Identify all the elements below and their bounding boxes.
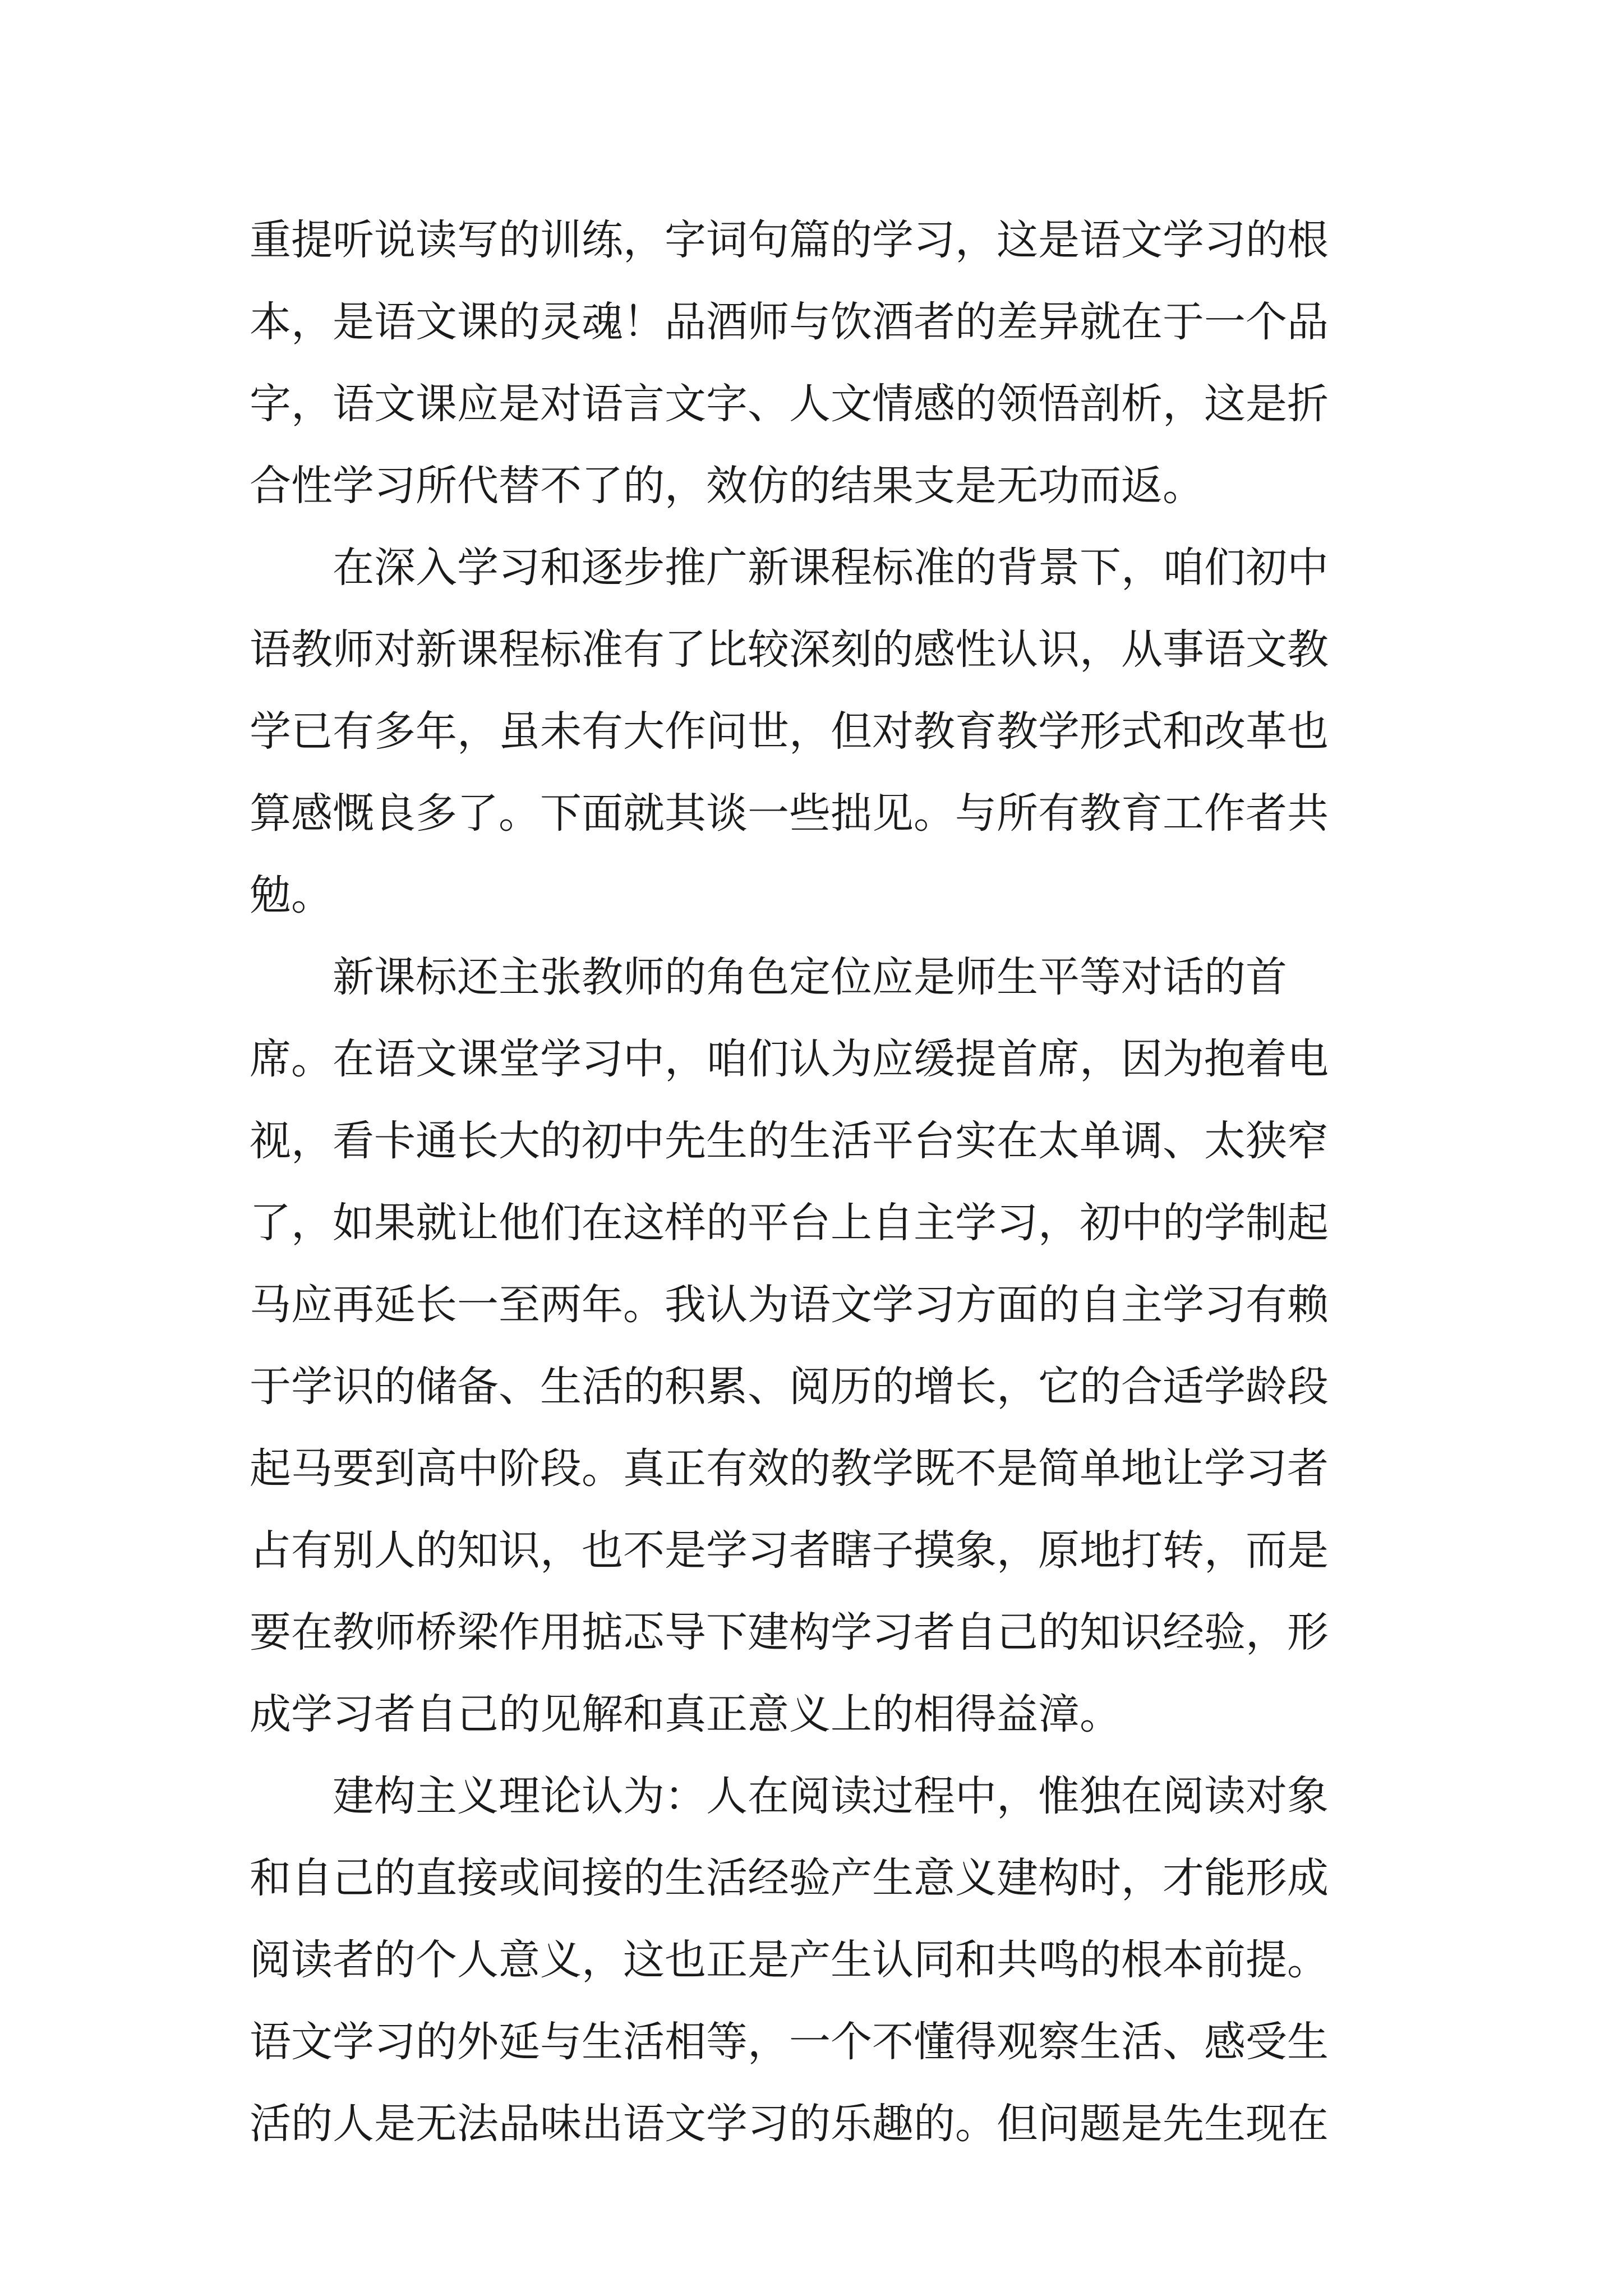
text-line: 字，语文课应是对语言文字、人文情感的领悟剖析，这是折	[250, 380, 1329, 428]
text-line: 算感慨良多了。下面就其谈一些拙见。与所有教育工作者共	[250, 789, 1329, 838]
text-line: 学已有多年，虽未有大作问世，但对教育教学形式和改革也	[250, 707, 1329, 756]
text-line: 马应再延长一至两年。我认为语文学习方面的自主学习有赖	[250, 1281, 1329, 1329]
text-line: 了，如果就让他们在这样的平台上自主学习，初中的学制起	[250, 1199, 1329, 1247]
text-line: 勉。	[250, 871, 333, 919]
text-line: 视，看卡通长大的初中先生的生活平台实在太单调、太狭窄	[250, 1117, 1329, 1165]
text-line: 语教师对新课程标准有了比较深刻的感性认识，从事语文教	[250, 625, 1329, 674]
text-line: 起马要到高中阶段。真正有效的教学既不是简单地让学习者	[250, 1444, 1329, 1493]
text-line: 要在教师桥梁作用掂忑导下建构学习者自己的知识经验，形	[250, 1608, 1329, 1657]
text-line: 重提听说读写的训练，字词句篇的学习，这是语文学习的根	[250, 216, 1329, 264]
paragraph-start-line: 建构主义理论认为：人在阅读过程中，惟独在阅读对象	[250, 1772, 1329, 1820]
paragraph-start-line: 在深入学习和逐步推广新课程标准的背景下，咱们初中	[250, 544, 1329, 592]
paragraph-start-line: 新课标还主张教师的角色定位应是师生平等对话的首	[250, 953, 1287, 1001]
text-line: 本，是语文课的灵魂！品酒师与饮酒者的差异就在于一个品	[250, 298, 1329, 346]
text-line: 于学识的储备、生活的积累、阅历的增长，它的合适学龄段	[250, 1363, 1329, 1411]
text-line: 成学习者自己的见解和真正意义上的相得益漳。	[250, 1690, 1121, 1738]
text-line: 语文学习的外延与生活相等，一个不懂得观察生活、感受生	[250, 2018, 1329, 2066]
text-line: 活的人是无法品味出语文学习的乐趣的。但问题是先生现在	[250, 2100, 1329, 2148]
text-line: 合性学习所代替不了的，效仿的结果支是无功而返。	[250, 462, 1204, 510]
text-line: 阅读者的个人意义，这也正是产生认同和共鸣的根本前提。	[250, 1936, 1329, 1984]
text-line: 占有别人的知识，也不是学习者瞎子摸象，原地打转，而是	[250, 1526, 1329, 1575]
body-text	[250, 199, 1388, 2165]
text-line: 和自己的直接或间接的生活经验产生意义建构时，才能形成	[250, 1854, 1329, 1902]
text-line: 席。在语文课堂学习中，咱们认为应缓提首席，因为抱着电	[250, 1035, 1329, 1083]
